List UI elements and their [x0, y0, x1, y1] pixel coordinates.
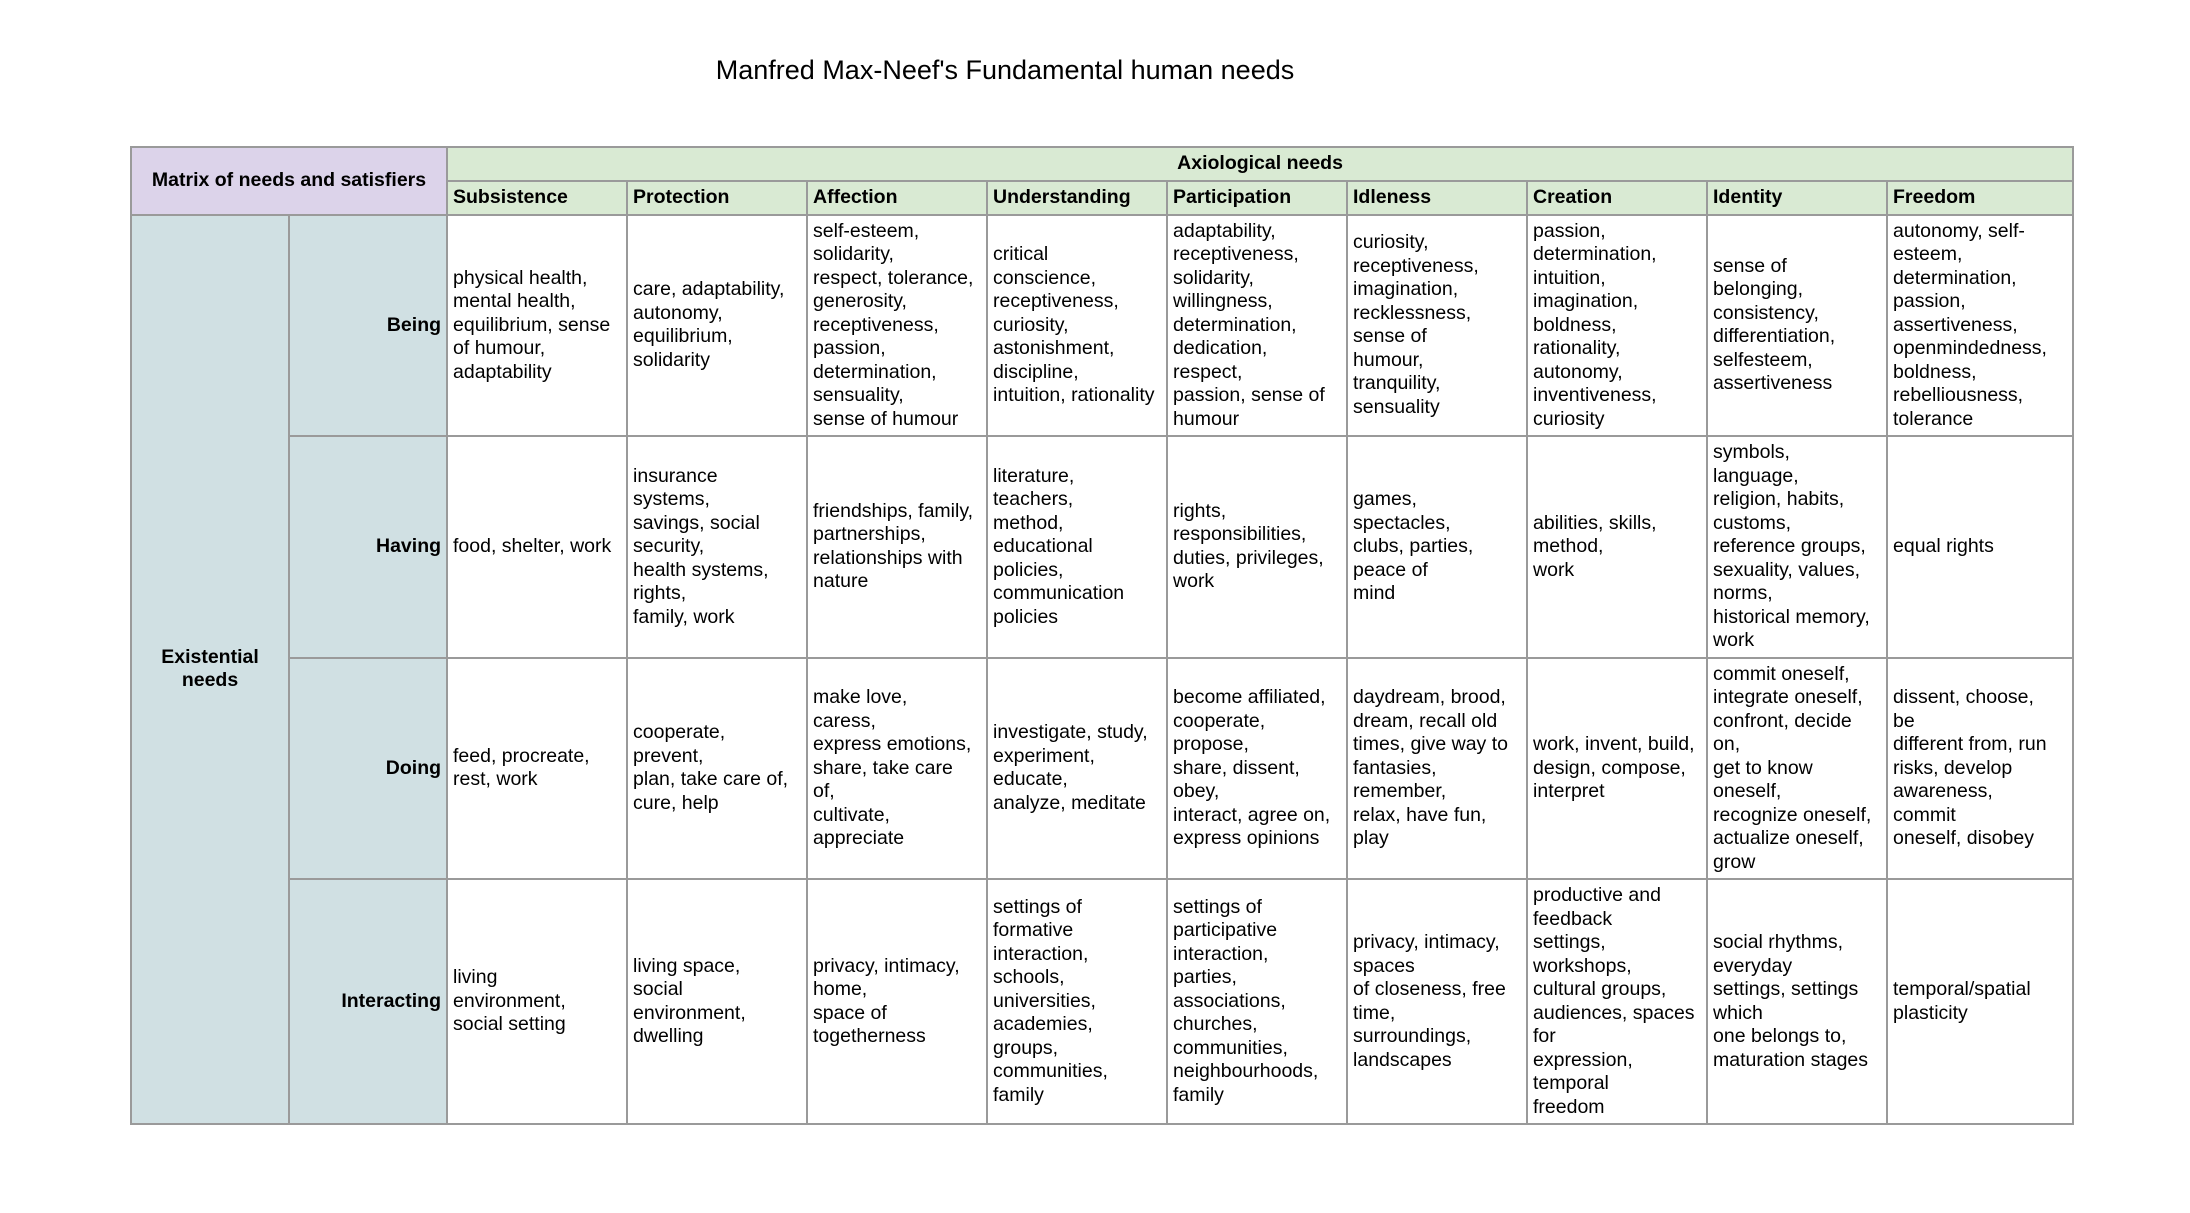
table-cell: curiosity, receptiveness, imagination, recklessness, sense of humour, tranquility, sensuality	[1347, 215, 1527, 437]
table-cell: care, adaptability, autonomy, equilibrium, solidarity	[627, 215, 807, 437]
table-row-being	[131, 215, 2073, 437]
column-header-participation: Participation	[1167, 181, 1347, 215]
column-header-affection: Affection	[807, 181, 987, 215]
table-cell: investigate, study, experiment, educate, analyze, meditate	[987, 658, 1167, 880]
row-label-interacting: Interacting	[289, 879, 447, 1124]
table-cell: living environment, social setting	[447, 879, 627, 1124]
column-header-understanding: Understanding	[987, 181, 1167, 215]
table-cell: settings of formative interaction, schools, universities, academies, groups, communities, family	[987, 879, 1167, 1124]
table-cell: equal rights	[1887, 436, 2073, 658]
page-title: Manfred Max-Neef's Fundamental human needs	[715, 55, 1295, 85]
existential-needs-label: Existential needs	[131, 215, 289, 1125]
table-cell: dissent, choose, be different from, run risks, develop awareness, commit oneself, disobey	[1887, 658, 2073, 880]
table-cell: literature, teachers, method, educational policies, communication policies	[987, 436, 1167, 658]
table-row-interacting	[131, 879, 2073, 1124]
table-cell: rights, responsibilities, duties, privileges, work	[1167, 436, 1347, 658]
table-cell: living space, social environment, dwelling	[627, 879, 807, 1124]
table-cell: social rhythms, everyday settings, settings which one belongs to, maturation stages	[1707, 879, 1887, 1124]
table-cell: self-esteem, solidarity, respect, tolerance, generosity, receptiveness, passion, determination, sensuality, sense of humour	[807, 215, 987, 437]
table-cell: productive and feedback settings, workshops, cultural groups, audiences, spaces for expression, temporal freedom	[1527, 879, 1707, 1124]
column-header-subsistence: Subsistence	[447, 181, 627, 215]
axiological-needs-header: Axiological needs	[447, 147, 2073, 181]
table-cell: symbols, language, religion, habits, customs, reference groups, sexuality, values, norms, historical memory, work	[1707, 436, 1887, 658]
column-header-creation: Creation	[1527, 181, 1707, 215]
table-cell: physical health, mental health, equilibrium, sense of humour, adaptability	[447, 215, 627, 437]
table-cell: become affiliated, cooperate, propose, share, dissent, obey, interact, agree on, express opinions	[1167, 658, 1347, 880]
table-cell: settings of participative interaction, parties, associations, churches, communities, neighbourhoods, family	[1167, 879, 1347, 1124]
column-header-protection: Protection	[627, 181, 807, 215]
table-cell: sense of belonging, consistency, differentiation, selfesteem, assertiveness	[1707, 215, 1887, 437]
table-cell: commit oneself, integrate oneself, confront, decide on, get to know oneself, recognize oneself, actualize oneself, grow	[1707, 658, 1887, 880]
table-cell: insurance systems, savings, social security, health systems, rights, family, work	[627, 436, 807, 658]
table-cell: work, invent, build, design, compose, interpret	[1527, 658, 1707, 880]
table-cell: autonomy, self- esteem, determination, passion, assertiveness, openmindedness, boldness, rebelliousness, tolerance	[1887, 215, 2073, 437]
table-cell: privacy, intimacy, home, space of togetherness	[807, 879, 987, 1124]
table-row-having	[131, 436, 2073, 658]
table-cell: daydream, brood, dream, recall old times, give way to fantasies, remember, relax, have fun, play	[1347, 658, 1527, 880]
table-cell: privacy, intimacy, spaces of closeness, free time, surroundings, landscapes	[1347, 879, 1527, 1124]
table-cell: abilities, skills, method, work	[1527, 436, 1707, 658]
column-header-identity: Identity	[1707, 181, 1887, 215]
table-cell: temporal/spatial plasticity	[1887, 879, 2073, 1124]
column-header-freedom: Freedom	[1887, 181, 2073, 215]
table-cell: friendships, family, partnerships, relationships with nature	[807, 436, 987, 658]
table-cell: food, shelter, work	[447, 436, 627, 658]
row-label-having: Having	[289, 436, 447, 658]
row-label-being: Being	[289, 215, 447, 437]
table-cell: adaptability, receptiveness, solidarity, willingness, determination, dedication, respect, passion, sense of humour	[1167, 215, 1347, 437]
row-label-doing: Doing	[289, 658, 447, 880]
table-cell: passion, determination, intuition, imagination, boldness, rationality, autonomy, inventiveness, curiosity	[1527, 215, 1707, 437]
table-cell: cooperate, prevent, plan, take care of, cure, help	[627, 658, 807, 880]
matrix-corner-label: Matrix of needs and satisfiers	[131, 147, 447, 215]
table-cell: make love, caress, express emotions, share, take care of, cultivate, appreciate	[807, 658, 987, 880]
table-cell: games, spectacles, clubs, parties, peace of mind	[1347, 436, 1527, 658]
column-header-idleness: Idleness	[1347, 181, 1527, 215]
table-row-doing	[131, 658, 2073, 880]
table-cell: feed, procreate, rest, work	[447, 658, 627, 880]
table-cell: critical conscience, receptiveness, curiosity, astonishment, discipline, intuition, rationality	[987, 215, 1167, 437]
needs-matrix-table	[130, 146, 2074, 1125]
